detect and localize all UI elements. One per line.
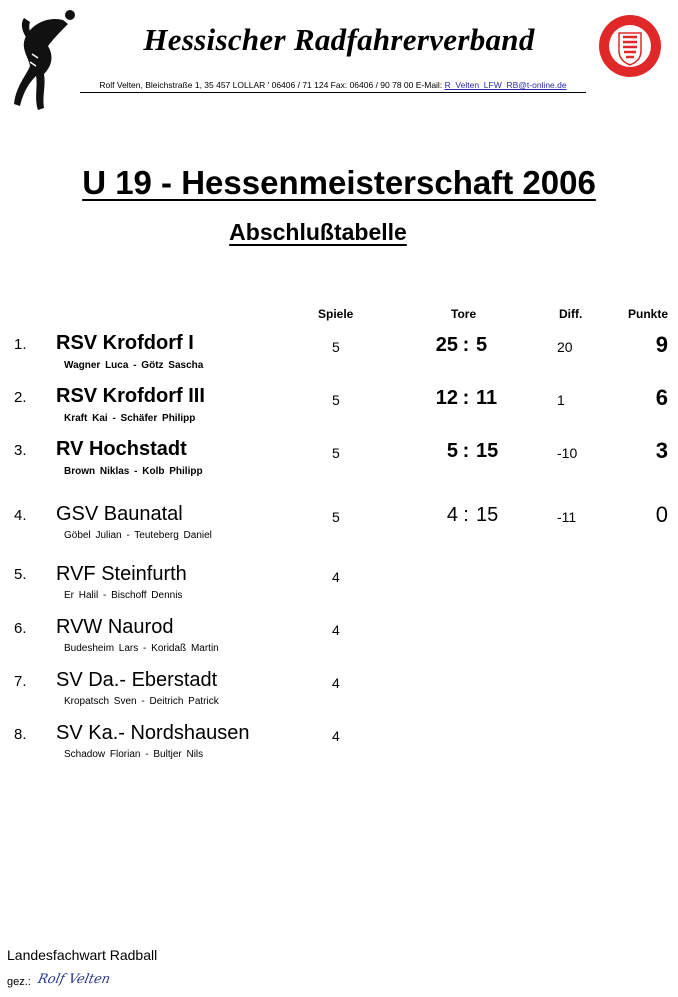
row-7-rank: 7.	[14, 673, 27, 690]
row-4-rank: 4.	[14, 507, 27, 524]
row-8-team: SV Ka.- Nordshausen	[56, 722, 250, 744]
column-header-tore: Tore	[451, 307, 477, 321]
row-3-team: RV Hochstadt	[56, 438, 187, 460]
signature: Rolf Velten	[36, 972, 112, 987]
row-2-team: RSV Krofdorf III	[56, 385, 205, 407]
row-1-players: Wagner Luca - Götz Sascha	[64, 360, 204, 371]
row-2-diff: 1	[557, 392, 565, 408]
row-5-team: RVF Steinfurth	[56, 563, 187, 585]
email-link[interactable]: R_Velten_LFW_RB@t-online.de	[444, 80, 567, 90]
row-4-diff: -11	[557, 509, 577, 525]
row-2-players: Kraft Kai - Schäfer Philipp	[64, 413, 196, 424]
footer-role: Landesfachwart Radball	[7, 947, 158, 963]
row-4-team: GSV Baunatal	[56, 503, 183, 525]
row-3-players: Brown Niklas - Kolb Philipp	[64, 466, 203, 477]
column-header-punkte: Punkte	[628, 307, 669, 321]
row-4-punkte: 0	[655, 502, 668, 527]
row-2-rank: 2.	[14, 389, 27, 406]
row-3-spiele: 5	[332, 445, 340, 461]
row-2-spiele: 5	[332, 392, 340, 408]
column-header-diff: Diff.	[559, 307, 583, 321]
footer-signed-prefix: gez.:	[7, 976, 31, 988]
row-8-players: Schadow Florian - Bultjer Nils	[64, 749, 204, 760]
row-1-diff: 20	[557, 339, 573, 355]
row-2-tore-against: 11	[476, 387, 498, 409]
row-1-tore-for: 25	[435, 334, 458, 356]
row-3-diff: -10	[557, 445, 578, 461]
row-6-spiele: 4	[332, 622, 340, 638]
row-1-rank: 1.	[14, 336, 27, 353]
row-1-punkte: 9	[655, 332, 668, 357]
row-6-rank: 6.	[14, 620, 27, 637]
row-3-tore-for: 5	[446, 440, 458, 462]
row-7-team: SV Da.- Eberstadt	[56, 669, 218, 691]
row-4-spiele: 5	[332, 509, 340, 525]
contact-details: Rolf Velten, Bleichstraße 1, 35 457 LOLLAR ' 06406 / 71 124 Fax: 06406 / 90 78 00 E-Mail:	[99, 80, 443, 90]
org-name: Hessischer Radfahrerverband	[143, 22, 535, 57]
row-6-team: RVW Naurod	[56, 616, 174, 638]
row-1-spiele: 5	[332, 339, 340, 355]
row-8-spiele: 4	[332, 728, 340, 744]
row-4-tore-sep: :	[463, 504, 469, 526]
row-5-spiele: 4	[332, 569, 340, 585]
column-header-spiele: Spiele	[318, 307, 354, 321]
row-4-tore-against: 15	[476, 504, 499, 526]
row-1-tore-sep: :	[462, 334, 470, 356]
row-2-tore-sep: :	[462, 387, 470, 409]
row-8-rank: 8.	[14, 726, 27, 743]
row-3-punkte: 3	[655, 438, 668, 463]
row-7-spiele: 4	[332, 675, 340, 691]
row-2-punkte: 6	[655, 385, 668, 410]
row-7-players: Kropatsch Sven - Deitrich Patrick	[64, 696, 219, 707]
row-3-tore-sep: :	[462, 440, 470, 462]
row-1-tore-against: 5	[476, 334, 488, 356]
row-5-rank: 5.	[14, 566, 27, 583]
page-subtitle: Abschlußtabelle	[229, 219, 407, 245]
row-4-players: Göbel Julian - Teuteberg Daniel	[64, 530, 212, 541]
contact-line	[80, 80, 586, 93]
row-3-tore-against: 15	[476, 440, 499, 462]
row-4-tore-for: 4	[446, 504, 458, 526]
row-6-players: Budesheim Lars - Koridaß Martin	[64, 643, 219, 654]
row-1-team: RSV Krofdorf I	[56, 332, 194, 354]
row-2-tore-for: 12	[435, 387, 458, 409]
row-5-players: Er Halil - Bischoff Dennis	[64, 590, 183, 601]
row-3-rank: 3.	[14, 442, 27, 459]
page-title: U 19 - Hessenmeisterschaft 2006	[82, 164, 596, 201]
